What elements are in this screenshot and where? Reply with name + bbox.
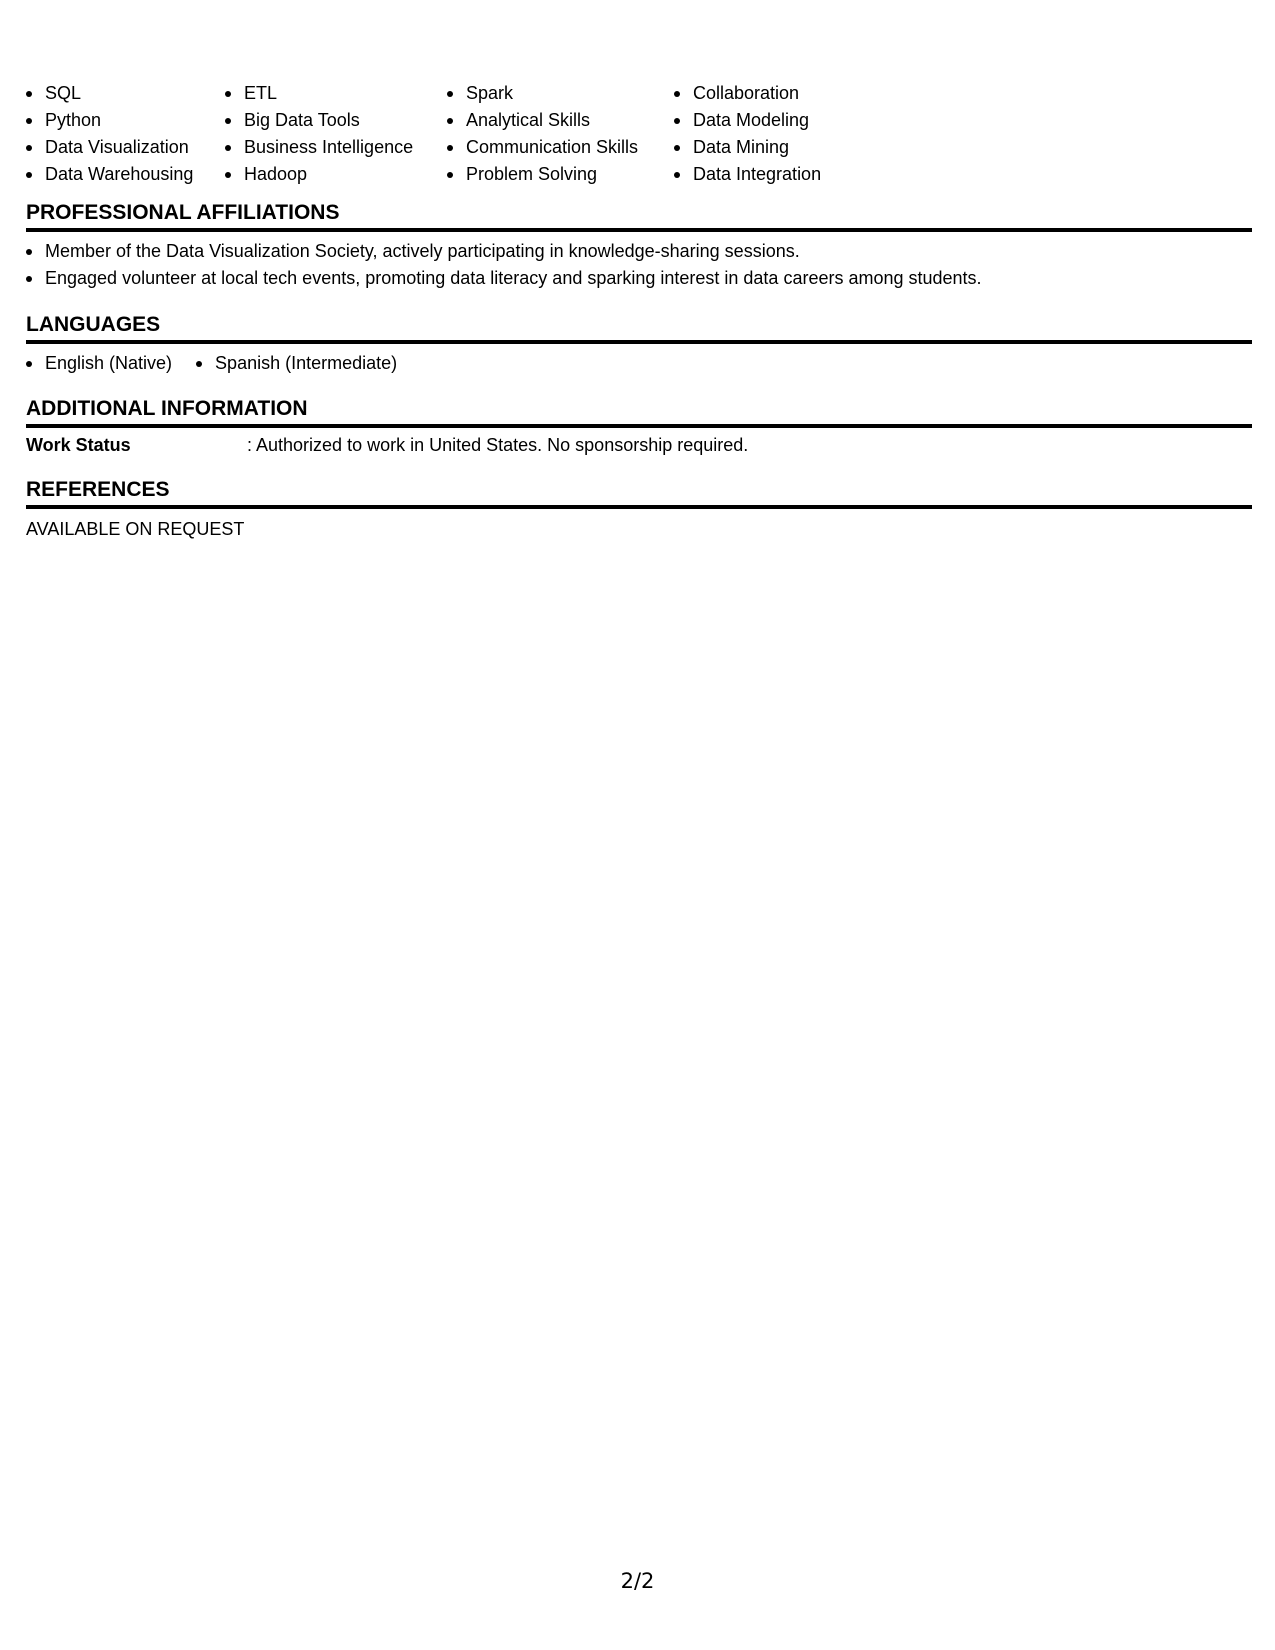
references-text: AVAILABLE ON REQUEST <box>26 519 245 539</box>
skill-item: Python <box>26 107 225 134</box>
affiliation-item: Member of the Data Visualization Society, actively participating in knowledge-sharing sessions. <box>26 238 982 265</box>
skills-column-1 <box>26 80 225 188</box>
skill-item: SQL <box>26 80 225 107</box>
affiliations-list <box>26 238 982 292</box>
skill-item: Data Mining <box>674 134 874 161</box>
skill-item: Data Warehousing <box>26 161 225 188</box>
skill-item: Hadoop <box>225 161 447 188</box>
language-item: Spanish (Intermediate) <box>196 350 397 377</box>
page-number: 2/2 <box>620 1569 655 1593</box>
skill-item: Spark <box>447 80 674 107</box>
references-heading: REFERENCES <box>26 477 1252 509</box>
work-status-row <box>26 432 748 459</box>
affiliations-heading: PROFESSIONAL AFFILIATIONS <box>26 200 1252 232</box>
additional-info-heading: ADDITIONAL INFORMATION <box>26 396 1252 428</box>
languages-list <box>26 350 421 377</box>
skill-item: Business Intelligence <box>225 134 447 161</box>
skills-column-3 <box>447 80 674 188</box>
skill-item: Collaboration <box>674 80 874 107</box>
languages-heading: LANGUAGES <box>26 312 1252 344</box>
skill-item: Communication Skills <box>447 134 674 161</box>
work-status-label: Work Status <box>26 435 131 455</box>
skill-item: ETL <box>225 80 447 107</box>
work-status-value: : Authorized to work in United States. No sponsorship required. <box>247 435 749 455</box>
language-item: English (Native) <box>26 350 172 377</box>
skill-item: Analytical Skills <box>447 107 674 134</box>
skill-item: Data Integration <box>674 161 874 188</box>
skill-item: Problem Solving <box>447 161 674 188</box>
affiliation-item: Engaged volunteer at local tech events, promoting data literacy and sparking interest in data careers among students. <box>26 265 982 292</box>
skills-column-2 <box>225 80 447 188</box>
skills-column-4 <box>674 80 874 188</box>
skill-item: Big Data Tools <box>225 107 447 134</box>
skill-item: Data Modeling <box>674 107 874 134</box>
skill-item: Data Visualization <box>26 134 225 161</box>
skills-grid <box>26 80 874 188</box>
